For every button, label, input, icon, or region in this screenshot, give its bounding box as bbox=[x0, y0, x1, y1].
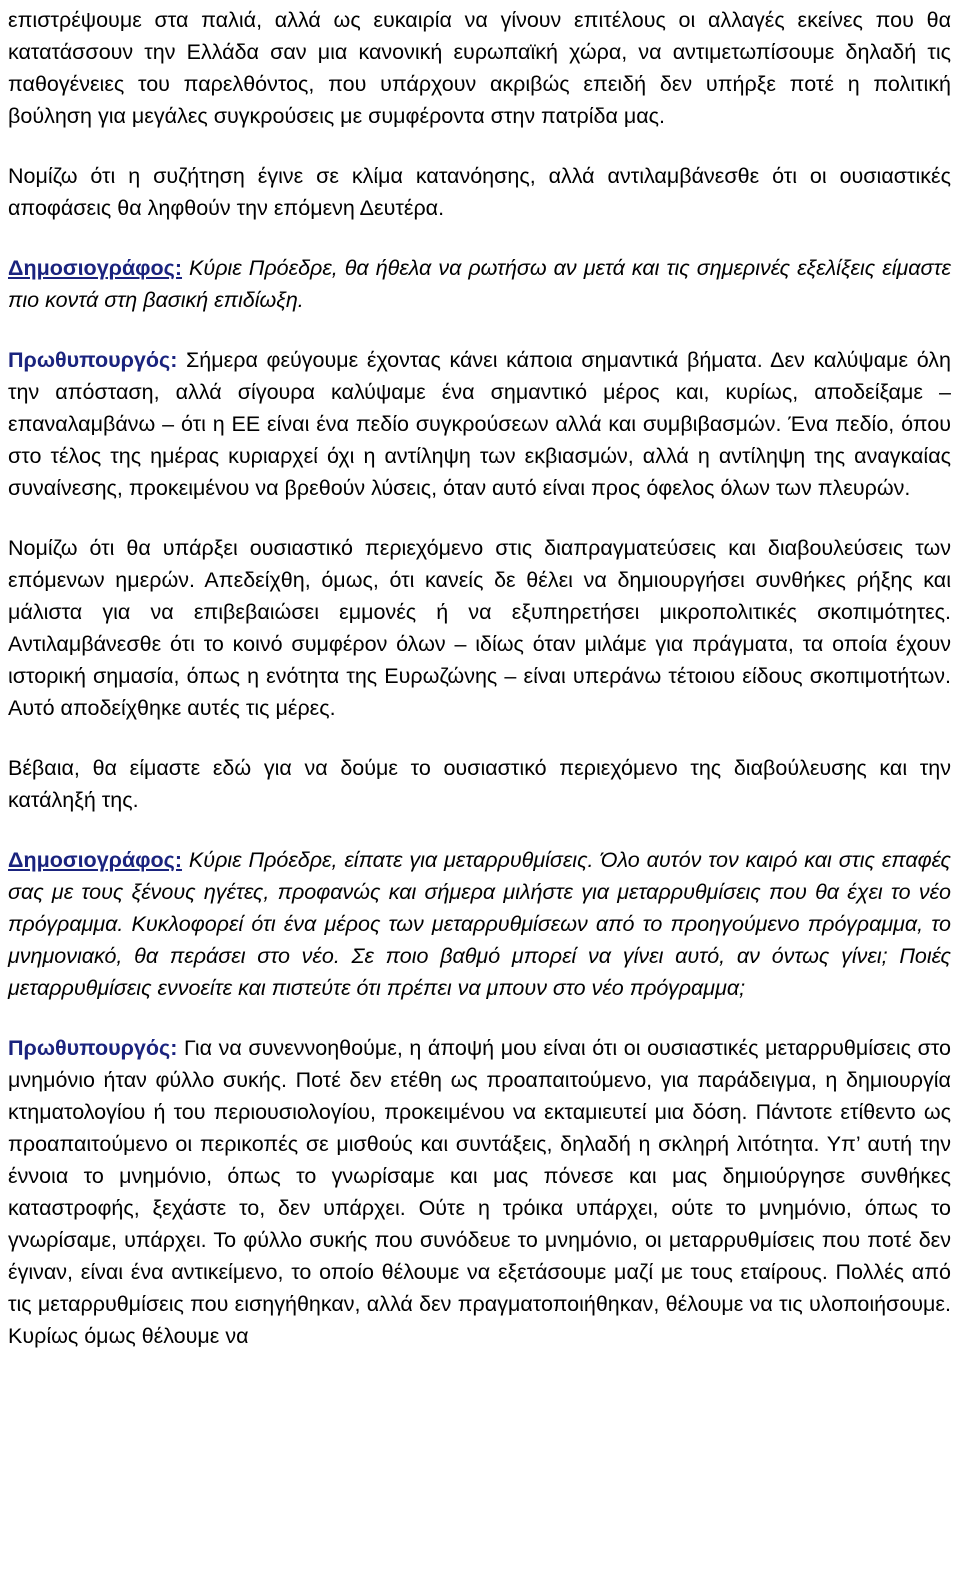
paragraph-2 bbox=[8, 160, 951, 224]
journalist-question-1 bbox=[8, 252, 951, 316]
question-text: Κύριε Πρόεδρε, θα ήθελα να ρωτήσω αν μετά και τις σημερινές εξελίξεις είμαστε πιο κοντά στη βασική επιδίωξη. bbox=[8, 256, 951, 312]
paragraph-text: επιστρέψουμε στα παλιά, αλλά ως ευκαιρία να γίνουν επιτέλους οι αλλαγές εκείνες που θα κατατάσσουν την Ελλάδα σαν μια κανονική ευρωπαϊκή χώρα, να αντιμετωπίσουμε δηλαδή τις παθογένειες του παρελθόντος, που υπάρχουν ακριβώς επειδή δεν υπήρξε ποτέ η πολιτική βούληση για μεγάλες συγκρούσεις με συμφέροντα στην πατρίδα μας. bbox=[8, 8, 951, 128]
paragraph-6 bbox=[8, 752, 951, 816]
transcript-document bbox=[8, 0, 951, 1380]
paragraph-text: Νομίζω ότι η συζήτηση έγινε σε κλίμα κατανόησης, αλλά αντιλαμβάνεσθε ότι οι ουσιαστικές αποφάσεις θα ληφθούν την επόμενη Δευτέρα. bbox=[8, 164, 951, 220]
journalist-question-2 bbox=[8, 844, 951, 1004]
answer-text: Σήμερα φεύγουμε έχοντας κάνει κάποια σημαντικά βήματα. Δεν καλύψαμε όλη την απόσταση, αλλά σίγουρα καλύψαμε ένα σημαντικό μέρος και, κυρίως, αποδείξαμε – επαναλαμβάνω – ότι η ΕΕ είναι ένα πεδίο συγκρούσεων αλλά και συμβιβασμών. Ένα πεδίο, όπου στο τέλος της ημέρας κυριαρχεί όχι η αντίληψη των εκβιασμών, αλλά η αντίληψη της αναγκαίας συναίνεσης, προκειμένου να βρεθούν λύσεις, όταν αυτό είναι προς όφελος όλων των πλευρών. bbox=[8, 348, 951, 500]
speaker-label-pm: Πρωθυπουργός: bbox=[8, 348, 178, 372]
paragraph-1 bbox=[8, 4, 951, 132]
paragraph-text: Νομίζω ότι θα υπάρξει ουσιαστικό περιεχόμενο στις διαπραγματεύσεις και διαβουλεύσεις των επόμενων ημερών. Απεδείχθη, όμως, ότι κανείς δε θέλει να δημιουργήσει συνθήκες ρήξης και μάλιστα για να επιβεβαιώσει εμμονές ή να εξυπηρετήσει μικροπολιτικές σκοπιμότητες. Αντιλαμβάνεσθε ότι το κοινό συμφέρον όλων – ιδίως όταν μιλάμε για πράγματα, τα οποία έχουν ιστορική σημασία, όπως η ενότητα της Ευρωζώνης – είναι υπεράνω τέτοιου είδους σκοπιμοτήτων. Αυτό αποδείχθηκε αυτές τις μέρες. bbox=[8, 536, 951, 720]
pm-answer-1 bbox=[8, 344, 951, 504]
speaker-label-pm: Πρωθυπουργός: bbox=[8, 1036, 178, 1060]
speaker-label-journalist: Δημοσιογράφος: bbox=[8, 848, 183, 872]
speaker-label-journalist: Δημοσιογράφος: bbox=[8, 256, 183, 280]
question-text: Κύριε Πρόεδρε, είπατε για μεταρρυθμίσεις. Όλο αυτόν τον καιρό και στις επαφές σας με τους ξένους ηγέτες, προφανώς και σήμερα μιλήστε για μεταρρυθμίσεις που θα έχει το νέο πρόγραμμα. Κυκλοφορεί ότι ένα μέρος των μεταρρυθμίσεων από το προηγούμενο πρόγραμμα, το μνημονιακό, θα περάσει στο νέο. Σε ποιο βαθμό μπορεί να γίνει αυτό, αν όντως γίνει; Ποιές μεταρρυθμίσεις εννοείτε και πιστεύτε ότι πρέπει να μπουν στο νέο πρόγραμμα; bbox=[8, 848, 951, 1000]
paragraph-text: Βέβαια, θα είμαστε εδώ για να δούμε το ουσιαστικό περιεχόμενο της διαβούλευσης και την κατάληξή της. bbox=[8, 756, 951, 812]
pm-answer-2 bbox=[8, 1032, 951, 1352]
answer-text: Για να συνεννοηθούμε, η άποψή μου είναι ότι οι ουσιαστικές μεταρρυθμίσεις στο μνημόνιο ήταν φύλλο συκής. Ποτέ δεν ετέθη ως προαπαιτούμενο, για παράδειγμα, η δημιουργία κτηματολογίου ή του περιουσιολογίου, προκειμένου να εκταμιευτεί μια δόση. Πάντοτε ετίθεντο ως προαπαιτούμενο οι περικοπές σε μισθούς και συντάξεις, δηλαδή η σκληρή λιτότητα. Υπ’ αυτή την έννοια το μνημόνιο, όπως το γνωρίσαμε και μας πόνεσε και μας δημιούργησε συνθήκες καταστροφής, ξεχάστε το, δεν υπάρχει. Ούτε η τρόικα υπάρχει, ούτε το μνημόνιο, όπως το γνωρίσαμε, υπάρχει. Το φύλλο συκής που συνόδευε το μνημόνιο, οι μεταρρυθμίσεις που ποτέ δεν έγιναν, είναι ένα αντικείμενο, το οποίο θέλουμε να εξετάσουμε μαζί με τους εταίρους. Πολλές από τις μεταρρυθμίσεις που εισηγήθηκαν, αλλά δεν πραγματοποιήθηκαν, θέλουμε να τις υλοποιήσουμε. Κυρίως όμως θέλουμε να bbox=[8, 1036, 951, 1348]
paragraph-5 bbox=[8, 532, 951, 724]
